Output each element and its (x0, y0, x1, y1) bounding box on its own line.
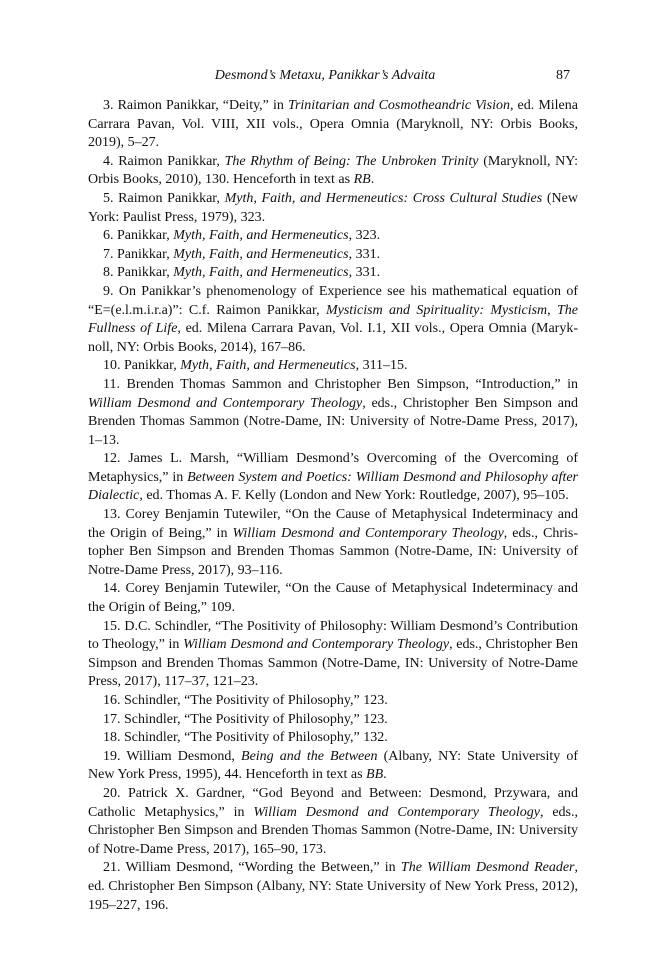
endnote-text: , ed. Thomas A. F. Kelly (London and New York: Routledge, 2007), 95–105. (139, 488, 569, 504)
endnote-text: , eds., Christopher Ben Simpson and Brenden Thomas Sammon (Notre-Dame, IN: University of Notre-Dame Press, 2017), 1–13. (88, 395, 578, 448)
running-head: Desmond’s Metaxu, Panikkar’s Advaita (214, 68, 436, 83)
endnote-text: 15. D.C. Schindler, “The Positivity of Philosophy: William Desmond’s Contribution to Theology,” in (88, 618, 578, 653)
endnote-text: 12. James L. Marsh, “William Desmond’s Overcoming of the Overcoming of Metaphysics,” in (88, 451, 578, 485)
endnote-title: William Desmond and Contemporary Theology (232, 525, 504, 541)
endnote (88, 618, 578, 692)
endnote-title: The William Desmond Reader (400, 860, 575, 876)
endnote-text: , 323. (348, 228, 381, 244)
endnote-title: Myth, Faith, and Hermeneutics (173, 265, 349, 281)
endnote (88, 283, 578, 357)
endnote-text: 19. William Desmond, (103, 748, 242, 764)
endnote-text: , eds., Christopher Ben Simpson and Brenden Thomas Sammon (Notre-Dame, IN: University of Notre-Dame Press, 2017), 117–37, 121–23. (88, 637, 578, 690)
endnote-text: 10. Panikkar, (103, 358, 181, 374)
endnote-title: Between System and Poetics: William Desmond and Philosophy after Dialectic (88, 469, 578, 504)
endnote-title: William Desmond and Contemporary Theology (183, 637, 450, 653)
endnote (88, 450, 578, 506)
endnote-text: 5. Raimon Panikkar, (103, 190, 225, 206)
endnote-text: , 311–15. (355, 358, 408, 374)
endnote-title: The Rhythm of Being: The Unbroken Trinity (224, 153, 479, 169)
endnote-text: 11. Brenden Thomas Sammon and Christopher Ben Simpson, “Introduction,” in (103, 376, 578, 392)
endnote (88, 580, 578, 617)
endnote-text: (New York: Paulist Press, 1979), 323. (88, 190, 578, 225)
endnote-text: , 331. (348, 265, 381, 281)
endnote-text: , eds., Christopher Ben Simpson and Brenden Thomas Sammon (Notre-Dame, IN: University of Notre-Dame Press, 2017), 165–90, 173. (88, 804, 578, 857)
endnote (88, 227, 578, 246)
endnote-text: 18. Schindler, “The Positivity of Philosophy,” 132. (103, 730, 388, 746)
endnote-text: 17. Schindler, “The Positivity of Philosophy,” 123. (103, 711, 388, 727)
endnote-text: 13. Corey Benjamin Tutewiler, “On the Cause of Metaphysical Indeterminacy and the Origin of Being,” in (88, 507, 578, 541)
endnote-text: 16. Schindler, “The Positivity of Philosophy,” 123. (103, 693, 388, 708)
endnote (88, 246, 578, 265)
endnote-text: (Maryknoll, NY: Orbis Books, 2010), 130. Henceforth in text as (88, 153, 578, 188)
endnote (88, 264, 578, 283)
endnote-text: 4. Raimon Panikkar, (103, 153, 225, 169)
endnote (88, 859, 578, 915)
endnote (88, 153, 578, 190)
endnote-text: 3. Raimon Panikkar, “Deity,” in (103, 98, 288, 113)
endnote (88, 357, 578, 376)
endnote-title: RB (353, 172, 371, 188)
endnote-text: (Albany, NY: State University of New York Press, 1995), 44. Henceforth in text as (88, 748, 578, 783)
endnote-text: 6. Panikkar, (103, 228, 174, 244)
page-header (0, 66, 650, 88)
endnote-title: Myth, Faith, and Hermeneutics: Cross Cultural Studies (224, 190, 543, 206)
endnote-text: , 331. (348, 246, 381, 262)
endnote (88, 785, 578, 859)
endnote (88, 729, 578, 748)
endnote-title: BB (366, 767, 384, 783)
endnote (88, 376, 578, 450)
endnote (88, 506, 578, 580)
endnote (88, 748, 578, 785)
endnote-text: , ed. Milena Carrara Pavan, Vol. VIII, XII vols., Opera Omnia (Maryknoll, NY: Orbis Books, 2019), 5–27. (88, 98, 578, 151)
endnotes-list (88, 97, 578, 915)
endnote-text: 14. Corey Benjamin Tutewiler, “On the Cause of Metaphysical Indeterminacy and the Origin of Being,” 109. (88, 581, 578, 616)
endnote (88, 711, 578, 730)
endnote (88, 190, 578, 227)
endnote (88, 692, 578, 711)
endnote-text: 21. William Desmond, “Wording the Between,” in (103, 860, 401, 876)
endnote-title: Myth, Faith, and Hermeneutics (173, 228, 349, 244)
endnote-text: , ed. Milena Carrara Pavan, Vol. I.1, XII vols., Opera Omnia (Maryknoll, NY: Orbis Books, 2014), 167–86. (88, 321, 578, 355)
endnote-text: 8. Panikkar, (103, 265, 174, 281)
endnote (88, 97, 578, 153)
endnote-title: William Desmond and Contemporary Theology (253, 804, 540, 820)
endnote-text: , eds., Christopher Ben Simpson and Brenden Thomas Sammon (Notre-Dame, IN: University of Notre-Dame Press, 2017), 93–116. (88, 525, 578, 578)
endnote-title: Myth, Faith, and Hermeneutics (180, 358, 356, 374)
endnote-text: 7. Panikkar, (103, 246, 174, 262)
endnote-title: Mysticism and Spirituality: Mysticism, The Fullness of Life (88, 302, 578, 337)
endnote-title: Trinitarian and Cosmotheandric Vision (287, 98, 510, 113)
endnote-title: Myth, Faith, and Hermeneutics (173, 246, 349, 262)
endnote-title: Being and the Between (241, 748, 378, 764)
page-number: 87 (556, 68, 570, 83)
endnote-title: William Desmond and Contemporary Theology (88, 395, 363, 411)
endnote-text: , ed. Christopher Ben Simpson (Albany, NY: State University of New York Press, 2012), 195–227, 196. (88, 860, 578, 913)
endnote-text: . (383, 767, 387, 783)
endnote-text: . (370, 172, 375, 188)
endnote-text: 9. On Panikkar’s phenomenology of Experience see his mathematical equation of “E=(e.l.m.i.r.a)”: C.f. Raimon Panikkar, (88, 283, 578, 318)
endnote-text: 20. Patrick X. Gardner, “God Beyond and Between: Desmond, Przywara, and Catholic Metaphysics,” in (88, 785, 578, 820)
